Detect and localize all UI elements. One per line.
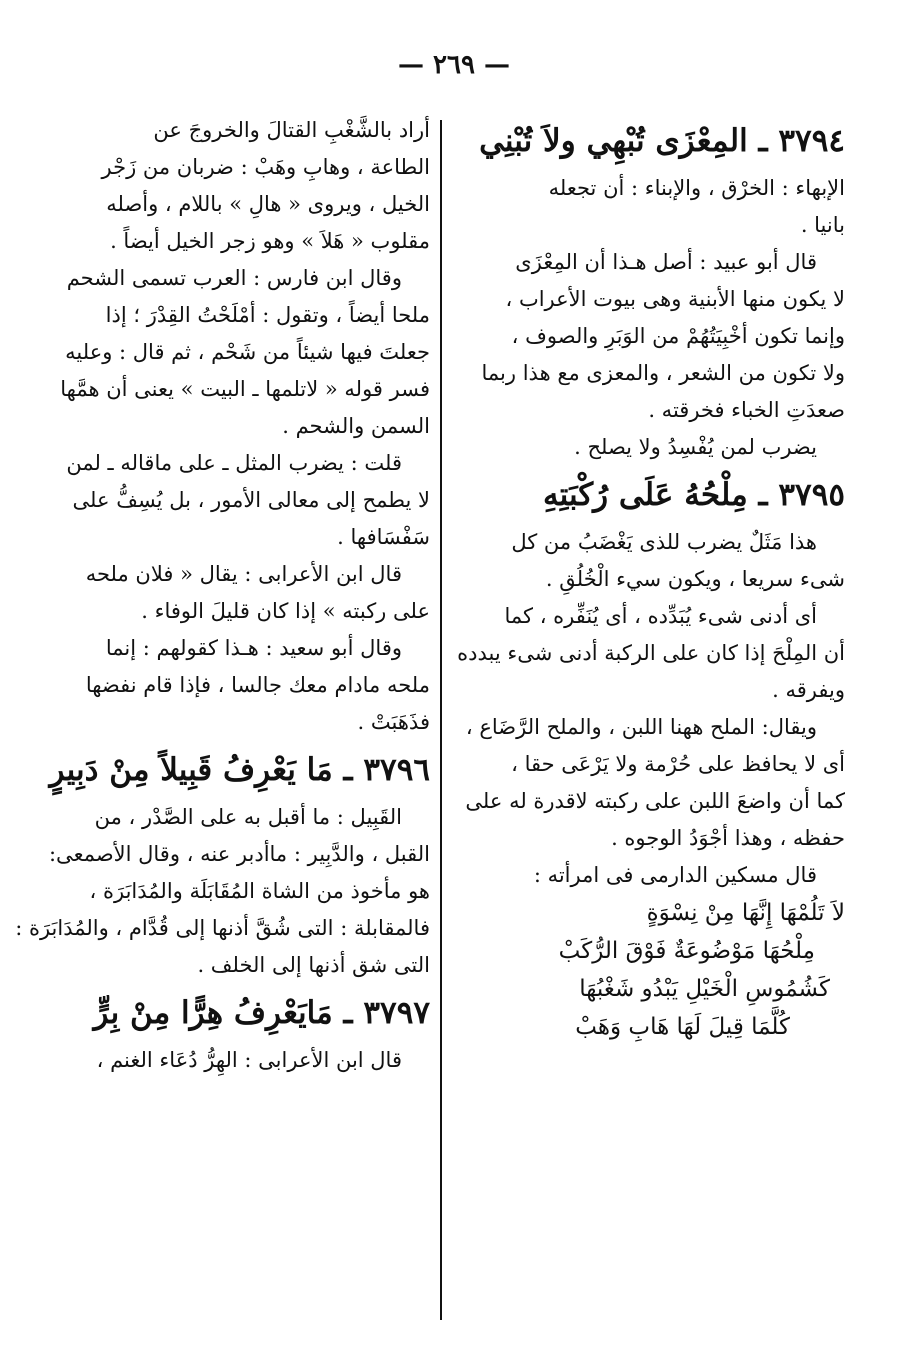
text-line: القَبِيل : ما أقبل به على الصَّدْر ، من: [94, 805, 402, 829]
text-line: القبل ، والدَّبِير : ماأدبر عنه ، وقال الأصمعى:: [48, 842, 430, 866]
text-line: ملحا أيضاً ، وتقول : أمْلَحْتُ القِدْرَ ؛ إذا: [105, 303, 430, 327]
text-line: لا يطمح إلى معالى الأمور ، بل يُسِفُّ على: [72, 488, 430, 512]
poem-verse: لاَ تَلُمْهَا إِنَّهَا مِنْ نِسْوَةٍ: [646, 900, 845, 926]
text-line: مقلوب « هَلاَ » وهو زجر الخيل أيضاً .: [110, 229, 430, 253]
proverb-heading: ٣٧٩٤ ـ المِعْزَى تُبْهِي ولاَ تُبْنِي: [479, 123, 845, 159]
text-line: فالمقابلة : التى شُقَّ أذنها إلى قُدَّام ، والمُدَابَرَة :: [15, 916, 430, 940]
proverb-heading: ٣٧٩٦ ـ مَا يَعْرِفُ قَبِيلاً مِنْ دَبِيرٍ: [49, 752, 430, 788]
text-line: قال ابن الأعرابى : يقال « فلان ملحه: [85, 562, 402, 586]
text-line: قلت : يضرب المثل ـ على ماقاله ـ لمن: [66, 451, 402, 475]
text-line: ملحه مادام معك جالسا ، فإذا قام نفضها: [85, 673, 430, 697]
left-column: [15, 112, 430, 1079]
text-line: ويقال: الملح ههنا اللبن ، والملح الرَّضَاع ،: [465, 715, 817, 739]
text-line: جعلتَ فيها شيئاً من شَحْم ، ثم قال : وعليه: [65, 340, 430, 364]
text-line: شىء سريعا ، ويكون سيء الْخُلُقِ .: [545, 567, 845, 591]
text-line: أراد بالشَّغْبِ القتالَ والخروجَ عن: [153, 118, 430, 142]
text-line: فذَهَبَتْ .: [357, 710, 430, 734]
text-line: قال أبو عبيد : أصل هـذا أن المِعْزَى: [515, 250, 817, 274]
proverb-heading: ٣٧٩٧ ـ مَايَعْرِفُ هِرًّا مِنْ بِرٍّ: [93, 995, 430, 1031]
text-line: التى شق أذنها إلى الخلف .: [197, 953, 430, 977]
poem-verse: كُلَّمَا قِيلَ لَهَا هَابِ وَهَبْ: [575, 1014, 790, 1040]
text-line: الخيل ، ويروى « هالِ » باللام ، وأصله: [106, 192, 430, 216]
text-line: قال ابن الأعرابى : الهِرُّ دُعَاء الغنم ،: [96, 1048, 402, 1072]
text-line: سَفْسَافها .: [337, 525, 430, 549]
text-line: كما أن واضعَ اللبن على ركبته لاقدرة له على: [465, 789, 845, 813]
text-line: فسر قوله « لاتلمها ـ البيت » يعنى أن همَّها: [60, 377, 430, 401]
text-line: حفظه ، وهذا أجْوَدُ الوجوه .: [611, 826, 845, 850]
text-line: لا يكون منها الأبنية وهى بيوت الأعراب ،: [505, 287, 845, 311]
text-line: وقال ابن فارس : العرب تسمى الشحم: [66, 266, 402, 290]
poem-verse: كَشُمُوسِ الْخَيْلِ يَبْدُو شَغْبُهَا: [579, 976, 830, 1002]
text-line: السمن والشحم .: [282, 414, 430, 438]
text-line: ولا تكون من الشعر ، والمعزى مع هذا ربما: [481, 361, 845, 385]
text-line: صعدَتِ الخباء فخرقته .: [648, 398, 845, 422]
text-line: أن المِلْحَ إذا كان على الركبة أدنى شىء يبدده: [457, 641, 845, 665]
text-line: على ركبته » إذا كان قليلَ الوفاء .: [141, 599, 430, 623]
text-line: الإبهاء : الخرْق ، والإبناء : أن تجعله: [548, 176, 845, 200]
text-line: وقال أبو سعيد : هـذا كقولهم : إنما: [105, 636, 402, 660]
right-column: [455, 112, 845, 1046]
text-line: أى أدنى شىء يُبَدِّده ، أى يُنَفِّره ، كما: [504, 604, 817, 628]
text-line: يضرب لمن يُفْسِدُ ولا يصلح .: [574, 435, 817, 459]
text-line: هو مأخوذ من الشاة المُقَابَلَة والمُدَابَرَة ،: [89, 879, 430, 903]
text-line: وإنما تكون أخْبِيَتُهُمْ من الوَبَرِ والصوف ،: [511, 324, 845, 348]
text-line: هذا مَثَلٌ يضرب للذى يَغْضَبُ من كل: [511, 530, 817, 554]
poem-verse: مِلْحُهَا مَوْضُوعَةٌ فَوْقَ الرُّكَبْ: [558, 938, 815, 964]
proverb-heading: ٣٧٩٥ ـ مِلْحُهُ عَلَى رُكْبَتِهِ: [542, 477, 845, 513]
text-line: قال مسكين الدارمى فى امرأته :: [533, 863, 817, 887]
text-line: ويفرقه .: [772, 678, 845, 702]
column-divider: [440, 120, 442, 1320]
text-line: الطاعة ، وهابِ وهَبْ : ضربان من زَجْر: [101, 155, 430, 179]
text-line: بانيا .: [800, 213, 845, 237]
page-number: — ٢٦٩ —: [397, 50, 511, 80]
text-line: أى لا يحافظ على حُرْمة ولا يَرْعَى حقا ،: [511, 752, 845, 776]
